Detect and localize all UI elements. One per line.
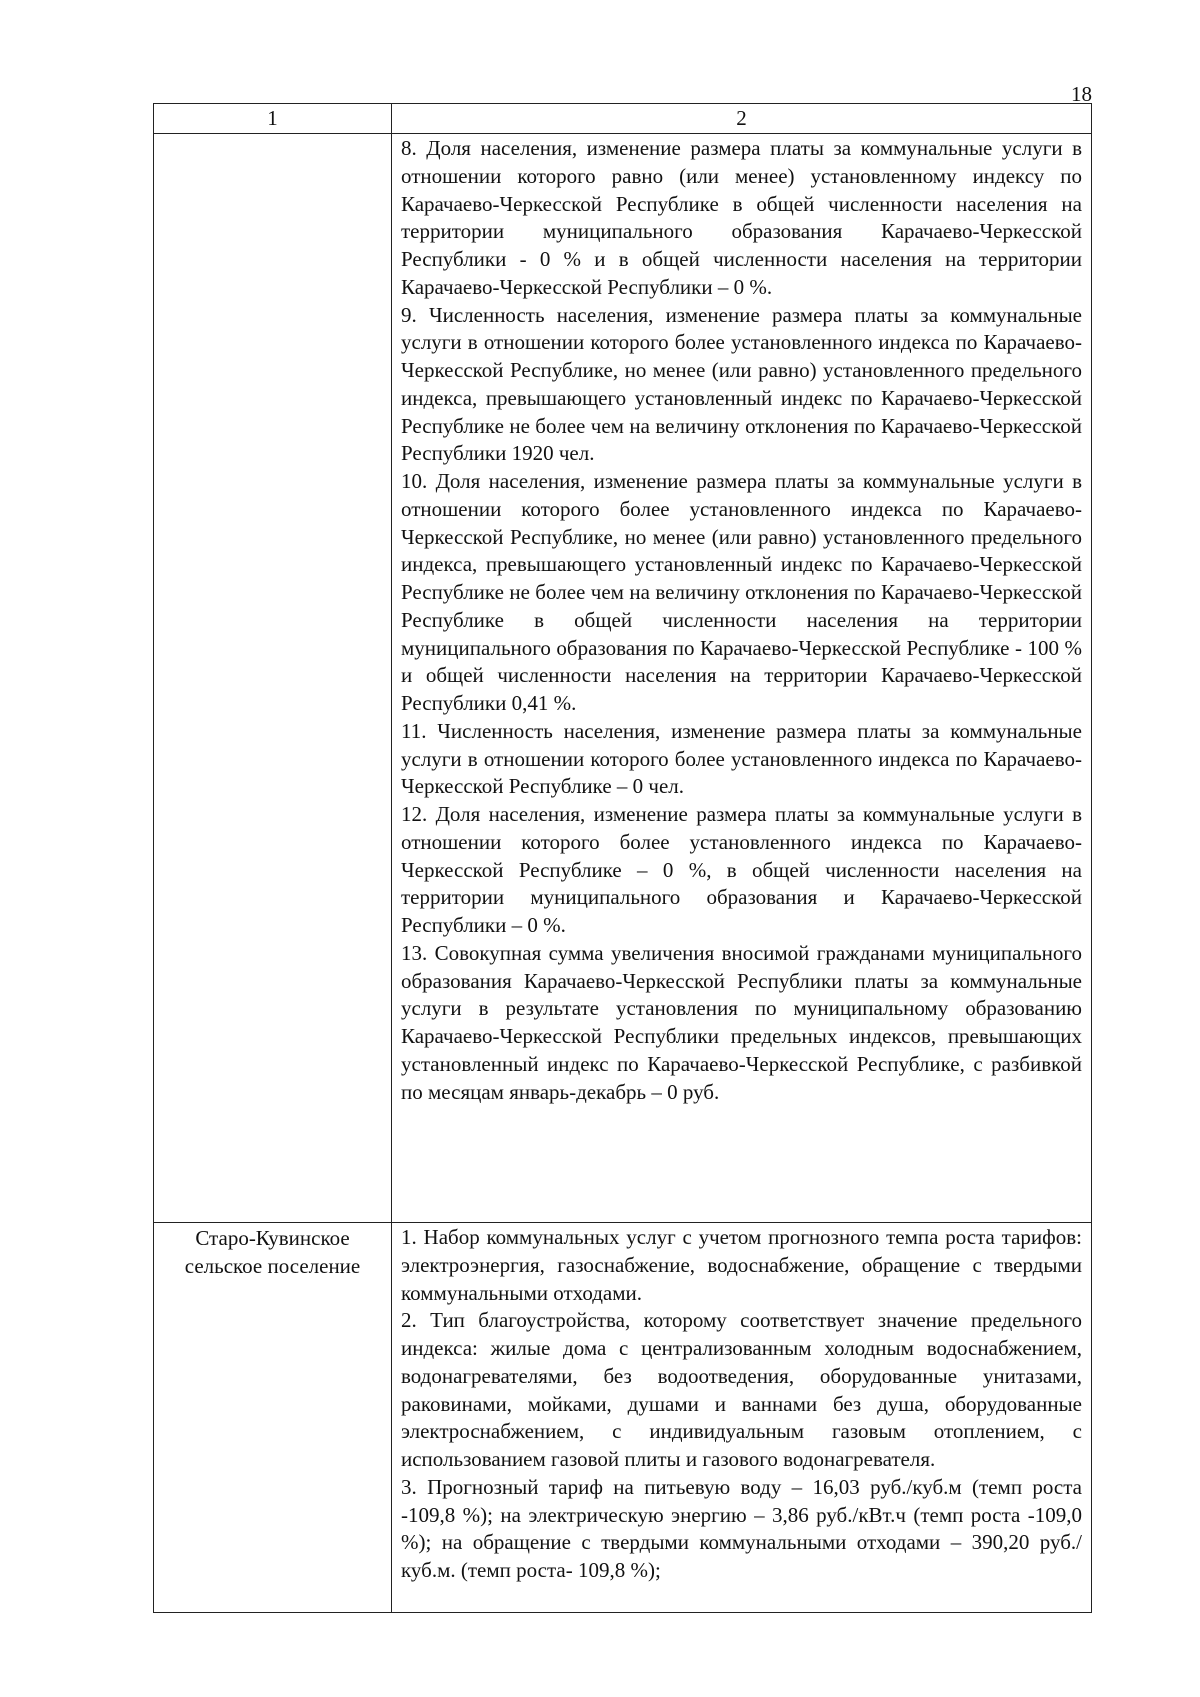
page-number: 18 (1071, 82, 1092, 106)
indicator-paragraph: 10. Доля населения, изменение размера платы за коммунальные услуги в отношении которого более установленного индекса по Карачаево-Черкесской Республике, но менее (или равно) установленного предельного индекса, превышающего установленный индекс по Карачаево-Черкесской Республике не более чем на величину отклонения по Карачаево-Черкесской Республике в общей численности населения на территории муниципального образования по Карачаево-Черкесской Республике - 100 % и общей численности населения на территории Карачаево-Черкесской Республики 0,41 %. (401, 469, 1082, 715)
indicators-cell (392, 1223, 1092, 1613)
indicator-paragraph: 12. Доля населения, изменение размера платы за коммунальные услуги в отношении которого более установленного индекса по Карачаево-Черкесской Республике – 0 %, в общей численности населения на территории муниципального образования и Карачаево-Черкесской Республики – 0 %. (401, 802, 1082, 937)
indicator-paragraph: 11. Численность населения, изменение размера платы за коммунальные услуги в отношении которого более установленного индекса по Карачаево-Черкесской Республике – 0 чел. (401, 718, 1082, 799)
table-row (154, 134, 1092, 1223)
indicator-paragraph: 8. Доля населения, изменение размера платы за коммунальные услуги в отношении которого равно (или менее) установленному индексу по Карачаево-Черкесской Республике в общей численности населения на территории муниципального образования Карачаево-Черкесской Республики - 0 % и в общей численности населения на территории Карачаево-Черкесской Республики – 0 %. (401, 136, 1082, 299)
indicator-paragraph: 2. Тип благоустройства, которому соответствует значение предельного индекса: жилые дома с централизованным холодным водоснабжением, водонагревателями, без водоотведения, оборудованные унитазами, раковинами, мойками, душами и ваннами без душа, оборудованные электроснабжением, с индивидуальным газовым отоплением, с использованием газовой плиты и газового водонагревателя. (401, 1308, 1082, 1471)
settlement-cell (154, 134, 392, 1223)
column-header-1: 1 (154, 104, 392, 134)
table-header-row (154, 104, 1092, 134)
indicator-paragraph: 9. Численность населения, изменение размера платы за коммунальные услуги в отношении которого более установленного индекса по Карачаево-Черкесской Республике, но менее (или равно) установленного предельного индекса, превышающего установленный индекс по Карачаево-Черкесской Республике не более чем на величину отклонения по Карачаево-Черкесской Республики 1920 чел. (401, 302, 1082, 466)
indicator-paragraph: 13. Совокупная сумма увеличения вносимой гражданами муниципального образования Карачаево-Черкесской Республики платы за коммунальные услуги в результате установления по муниципальному образованию Карачаево-Черкесской Республики предельных индексов, превышающих установленный индекс по Карачаево-Черкесской Республике, с разбивкой по месяцам январь-декабрь – 0 руб. (401, 940, 1082, 1104)
indicators-cell (392, 134, 1092, 1223)
table-row (154, 1223, 1092, 1613)
indicators-table (153, 103, 1092, 1613)
indicator-paragraph: 3. Прогнозный тариф на питьевую воду – 16,03 руб./куб.м (темп роста -109,8 %); на электрическую энергию – 3,86 руб./кВт.ч (темп роста -109,0 %); на обращение с твердыми коммунальными отходами – 390,20 руб./куб.м. (темп роста- 109,8 %); (401, 1474, 1082, 1582)
settlement-name (154, 134, 391, 136)
indicator-paragraph: 1. Набор коммунальных услуг с учетом прогнозного темпа роста тарифов: электроэнергия, газоснабжение, водоснабжение, обращение с твердыми коммунальными отходами. (401, 1225, 1082, 1305)
settlement-cell (154, 1223, 392, 1613)
column-header-2: 2 (392, 104, 1092, 134)
settlement-name: Старо-Кувинское сельское поселение (184, 1226, 361, 1278)
